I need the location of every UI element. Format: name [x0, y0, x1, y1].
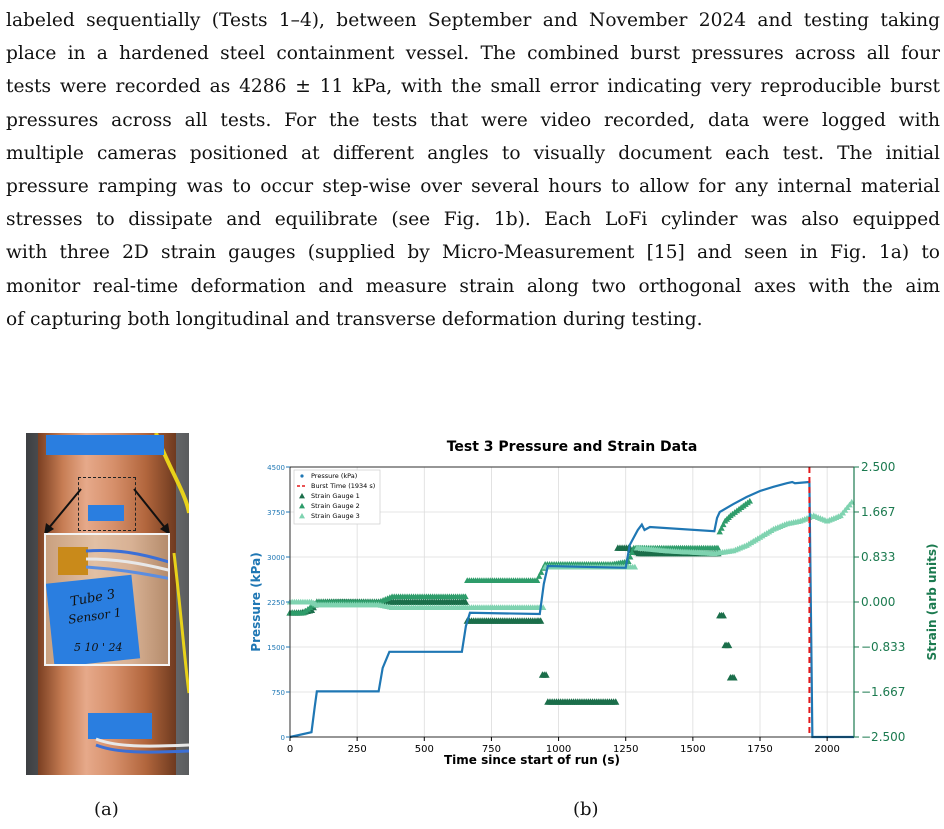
x-tick-label: 750 — [481, 744, 501, 755]
y-right-axis-label: Strain (arb units) — [925, 543, 939, 661]
y-left-tick-label: 3750 — [267, 509, 285, 517]
pressure-strain-chart — [228, 433, 944, 783]
paragraph-line: place in a hardened steel containment vessel. The combined burst pressures across all four — [6, 43, 940, 65]
paragraph-line: monitor real-time deformation and measure strain along two orthogonal axes with the aim — [6, 275, 940, 297]
legend-entry: Pressure (kPa) — [311, 472, 358, 480]
tape-label-line-3: 5 10 ' 24 — [74, 641, 123, 654]
y-left-tick-label: 3000 — [267, 554, 285, 562]
x-axis-label: Time since start of run (s) — [443, 753, 621, 767]
y-left-tick-label: 4500 — [267, 464, 285, 472]
x-tick-label: 1750 — [747, 744, 773, 755]
legend-entry: Strain Gauge 3 — [311, 512, 360, 520]
y-right-tick-label: 0.000 — [861, 595, 896, 609]
tape-label-line-1: Tube 3 — [69, 587, 117, 610]
y-left-axis-label: Pressure (kPa) — [249, 552, 263, 652]
caption-a: (a) — [94, 799, 119, 820]
x-tick-label: 500 — [414, 744, 434, 755]
y-right-tick-label: 2.500 — [861, 460, 896, 474]
paragraph-line: stresses to dissipate and equilibrate (see Fig. 1b). Each LoFi cylinder was also equipped — [6, 209, 940, 231]
y-right-tick-label: −2.500 — [861, 730, 906, 744]
x-tick-label: 1250 — [612, 744, 639, 755]
y-left-tick-label: 2250 — [267, 599, 285, 607]
y-left-tick-label: 750 — [271, 689, 285, 697]
paragraph-line: of capturing both longitudinal and transverse deformation during testing. — [6, 308, 703, 330]
paragraph-line: tests were recorded as 4286 ± 11 kPa, with the small error indicating very reproducible burst — [6, 76, 940, 98]
caption-b: (b) — [573, 799, 599, 820]
paragraph-line: pressure ramping was to occur step-wise over several hours to allow for any internal material — [6, 176, 940, 198]
body-paragraph — [6, 4, 940, 336]
y-left-tick-label: 1500 — [267, 644, 285, 652]
chart-title: Test 3 Pressure and Strain Data — [446, 439, 698, 455]
legend-entry: Strain Gauge 2 — [311, 502, 360, 510]
x-tick-label: 1000 — [545, 744, 572, 755]
y-right-tick-label: 0.833 — [861, 550, 896, 565]
tape-label-line-2: Sensor 1 — [67, 605, 123, 627]
cylinder-photo — [26, 433, 189, 775]
y-right-tick-label: −0.833 — [861, 639, 906, 654]
bottom-wires — [26, 433, 189, 775]
legend-pressure-marker — [300, 474, 303, 477]
paragraph-line: labeled sequentially (Tests 1–4), between September and November 2024 and testing taking — [6, 10, 940, 31]
legend-entry: Burst Time (1934 s) — [311, 482, 376, 490]
x-tick-label: 1500 — [680, 744, 706, 755]
x-tick-label: 2000 — [814, 744, 840, 755]
paragraph-line: pressures across all tests. For the tests that were video recorded, data were logged with — [6, 109, 940, 131]
x-tick-label: 250 — [347, 744, 367, 755]
y-left-tick-label: 0 — [280, 734, 285, 742]
paragraph-line: with three 2D strain gauges (supplied by Micro-Measurement [15] and seen in Fig. 1a) to — [6, 242, 940, 264]
x-tick-label: 0 — [286, 744, 294, 755]
y-right-tick-label: 1.667 — [861, 504, 896, 519]
legend-entry: Strain Gauge 1 — [311, 492, 360, 500]
y-right-tick-label: −1.667 — [861, 685, 906, 700]
paragraph-line: multiple cameras positioned at different angles to visually document each test. The initial — [6, 142, 940, 164]
